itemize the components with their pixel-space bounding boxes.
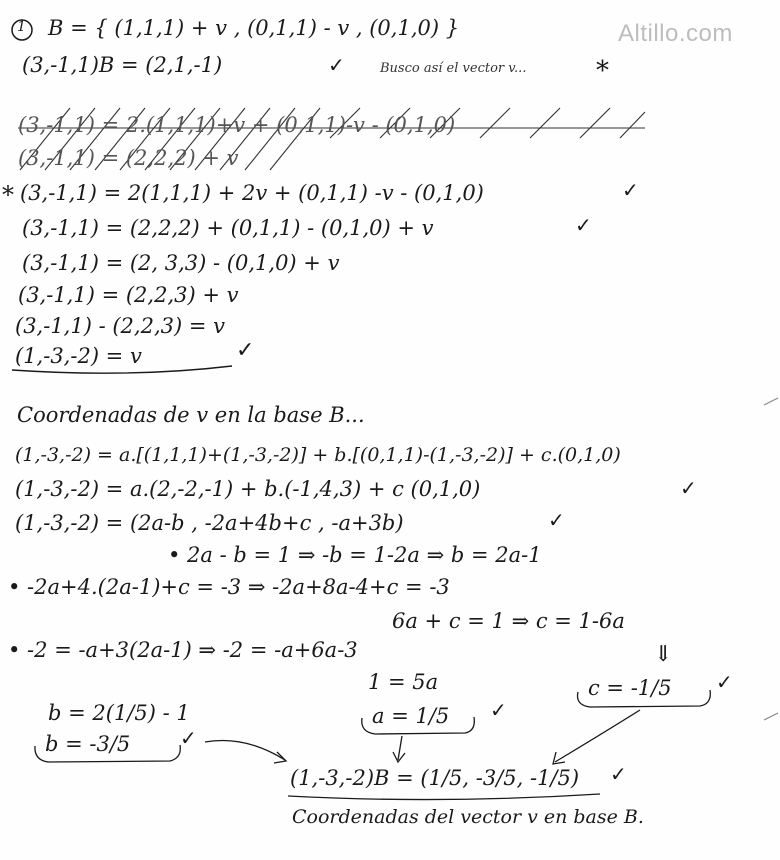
check-mark: ✓ xyxy=(236,338,255,363)
derivation-line-2: (3,-1,1) = (2,2,2) + (0,1,1) - (0,1,0) + v xyxy=(22,216,434,240)
coords-heading: Coordenadas de v en la base B... xyxy=(17,403,365,427)
check-mark: ✓ xyxy=(490,698,507,722)
system-eq-1: • 2a - b = 1 ⇒ -b = 1-2a ⇒ b = 2a-1 xyxy=(168,543,542,567)
check-mark: ✓ xyxy=(622,178,639,202)
system-eq-3b: 1 = 5a xyxy=(368,670,439,694)
result-b: b = -3/5 xyxy=(45,732,131,756)
result-b-substitution: b = 2(1/5) - 1 xyxy=(48,701,190,725)
check-mark: ✓ xyxy=(716,670,733,694)
star-mark-2: * xyxy=(2,181,14,209)
coords-line-3: (1,-3,-2) = (2a-b , -2a+4b+c , -a+3b) xyxy=(15,511,404,535)
final-coordinates: (1,-3,-2)B = (1/5, -3/5, -1/5) xyxy=(290,766,580,790)
crossed-line-2: (3,-1,1) = (2,2,2) + v xyxy=(18,146,239,170)
arrow-c xyxy=(555,710,640,762)
problem-number: 1 xyxy=(17,19,26,35)
watermark: Altillo.com xyxy=(618,20,733,47)
check-mark: ✓ xyxy=(180,726,197,750)
arrow-b xyxy=(205,740,285,760)
derivation-result-v: (1,-3,-2) = v xyxy=(15,344,142,368)
crossed-line-1: (3,-1,1) = 2.(1,1,1)+v + (0,1,1)-v - (0,1,0) xyxy=(18,113,456,137)
final-caption: Coordenadas del vector v en base B. xyxy=(292,806,644,828)
system-eq-2b: 6a + c = 1 ⇒ c = 1-6a xyxy=(392,609,625,633)
derivation-line-4: (3,-1,1) = (2,2,3) + v xyxy=(18,283,239,307)
derivation-line-5: (3,-1,1) - (2,2,3) = v xyxy=(15,314,225,338)
check-mark: ✓ xyxy=(328,53,345,77)
underline-final xyxy=(288,794,600,800)
star-mark: * xyxy=(596,56,609,86)
coords-line-1: (1,-3,-2) = a.[(1,1,1)+(1,-3,-2)] + b.[(0,1,1)-(1,-3,-2)] + c.(0,1,0) xyxy=(15,444,621,466)
check-mark: ✓ xyxy=(575,213,592,237)
arrow-a xyxy=(398,736,402,760)
check-mark: ✓ xyxy=(610,762,627,786)
given-coordinates: (3,-1,1)B = (2,1,-1) xyxy=(22,53,223,77)
derivation-line-3: (3,-1,1) = (2, 3,3) - (0,1,0) + v xyxy=(22,251,340,275)
check-mark: ✓ xyxy=(680,476,697,500)
down-arrow: ⇓ xyxy=(654,642,673,667)
result-c: c = -1/5 xyxy=(588,676,672,700)
derivation-line-1: (3,-1,1) = 2(1,1,1) + 2v + (0,1,1) -v - (0,1,0) xyxy=(20,181,484,205)
system-eq-2: • -2a+4.(2a-1)+c = -3 ⇒ -2a+8a-4+c = -3 xyxy=(8,575,450,599)
basis-definition: B = { (1,1,1) + v , (0,1,1) - v , (0,1,0) } xyxy=(48,16,460,40)
result-a: a = 1/5 xyxy=(372,704,450,728)
check-mark: ✓ xyxy=(548,508,565,532)
system-eq-3: • -2 = -a+3(2a-1) ⇒ -2 = -a+6a-3 xyxy=(8,638,358,662)
coords-line-2: (1,-3,-2) = a.(2,-2,-1) + b.(-1,4,3) + c (0,1,0) xyxy=(15,477,481,501)
margin-note: Busco así el vector v... xyxy=(380,61,527,76)
